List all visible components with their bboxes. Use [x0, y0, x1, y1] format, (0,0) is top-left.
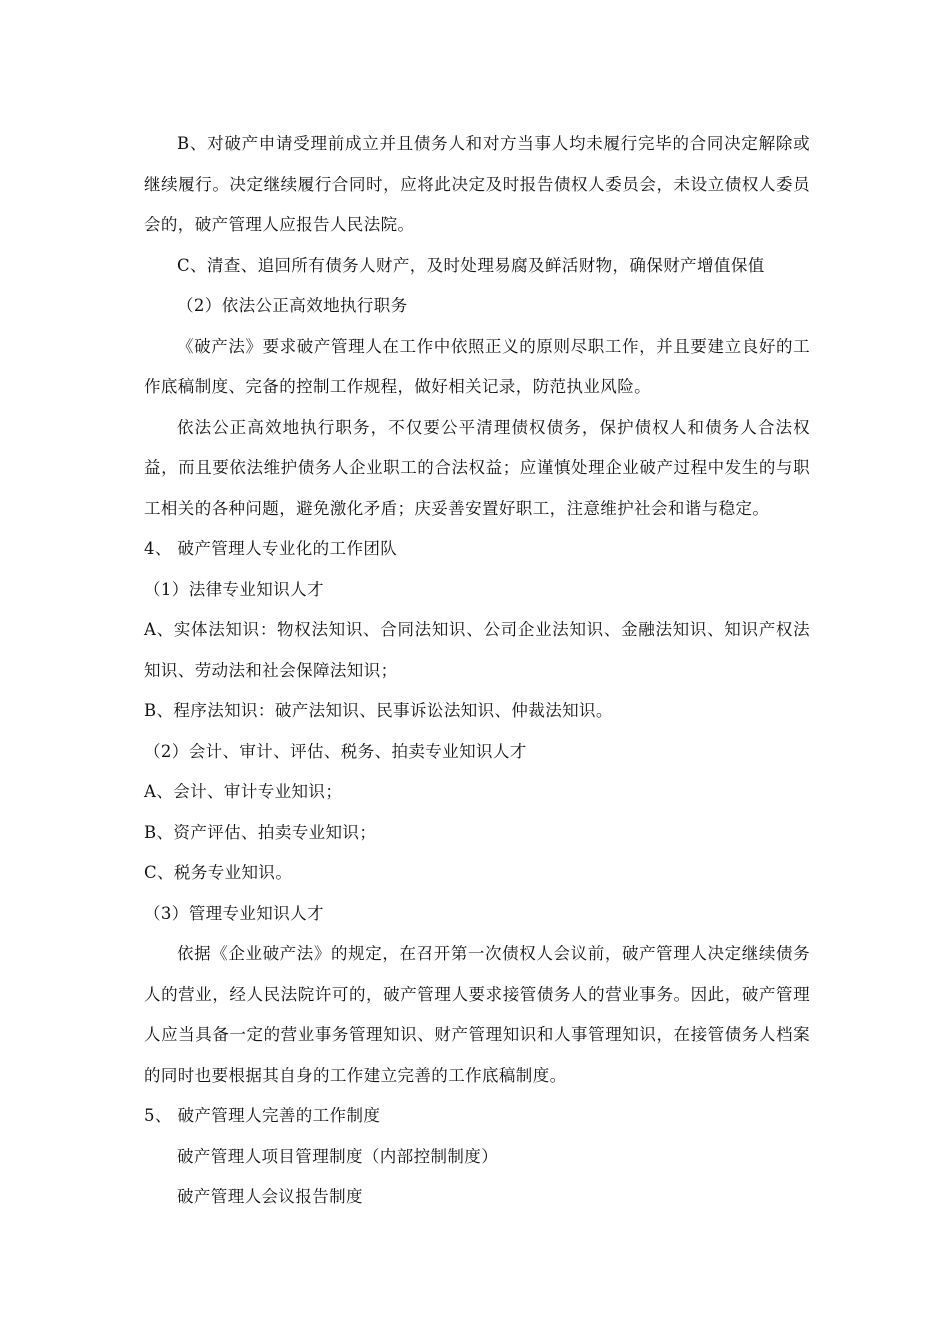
subheading-management-talent: （3）管理专业知识人才: [144, 903, 324, 923]
item-substantive-law: A、实体法知识：物权法知识、合同法知识、公司企业法知识、金融法知识、知识产权法知识、劳动法和社会保障法知识；: [144, 620, 810, 680]
subheading-legal-talent: （1）法律专业知识人才: [144, 579, 324, 599]
section-heading-4: 4、 破产管理人专业化的工作团队: [144, 539, 398, 558]
paragraph-c-assets: C、清查、追回所有债务人财产，及时处理易腐及鲜活财物，确保财产增值保值: [177, 255, 765, 275]
item-project-management-system: 破产管理人项目管理制度（内部控制制度）: [177, 1146, 499, 1166]
heading-execute-duties: （2）依法公正高效地执行职务: [177, 296, 408, 315]
item-accounting-audit: A、会计、审计专业知识；: [144, 782, 343, 801]
paragraph-fair-execution: 依法公正高效地执行职务，不仅要公平清理债权债务，保护债权人和债务人合法权益，而且要依法维护债务人企业职工的合法权益；应谨慎处理企业破产过程中发生的与职工相关的各种问题，避免激化矛盾；庆妥善安置好职工，注意维护社会和谐与稳定。: [144, 417, 810, 518]
item-procedural-law: B、程序法知识：破产法知识、民事诉讼法知识、仲裁法知识。: [144, 701, 613, 720]
subheading-accounting-talent: （2）会计、审计、评估、税务、拍卖专业知识人才: [144, 741, 527, 761]
item-valuation-auction: B、资产评估、拍卖专业知识；: [144, 822, 377, 842]
section-heading-5: 5、 破产管理人完善的工作制度: [144, 1106, 381, 1125]
paragraph-b-contract: B、对破产申请受理前成立并且债务人和对方当事人均未履行完毕的合同决定解除或继续履行。决定继续履行合同时，应将此决定及时报告债权人委员会，未设立债权人委员会的，破产管理人应报告人民法院。: [144, 134, 810, 234]
item-tax: C、税务专业知识。: [144, 863, 293, 882]
document-body: [144, 124, 810, 1218]
paragraph-bankruptcy-law: 《破产法》要求破产管理人在工作中依照正义的原则尽职工作，并且要建立良好的工作底稿制度、完备的控制工作规程，做好相关记录，防范执业风险。: [144, 336, 810, 396]
item-meeting-report-system: 破产管理人会议报告制度: [177, 1187, 363, 1206]
paragraph-enterprise-bankruptcy-law: 依据《企业破产法》的规定，在召开第一次债权人会议前，破产管理人决定继续债务人的营业，经人民法院许可的，破产管理人要求接管债务人的营业事务。因此，破产管理人应当具备一定的营业事务管理知识、财产管理知识和人事管理知识，在接管债务人档案的同时也要根据其自身的工作建立完善的工作底稿制度。: [144, 944, 810, 1085]
